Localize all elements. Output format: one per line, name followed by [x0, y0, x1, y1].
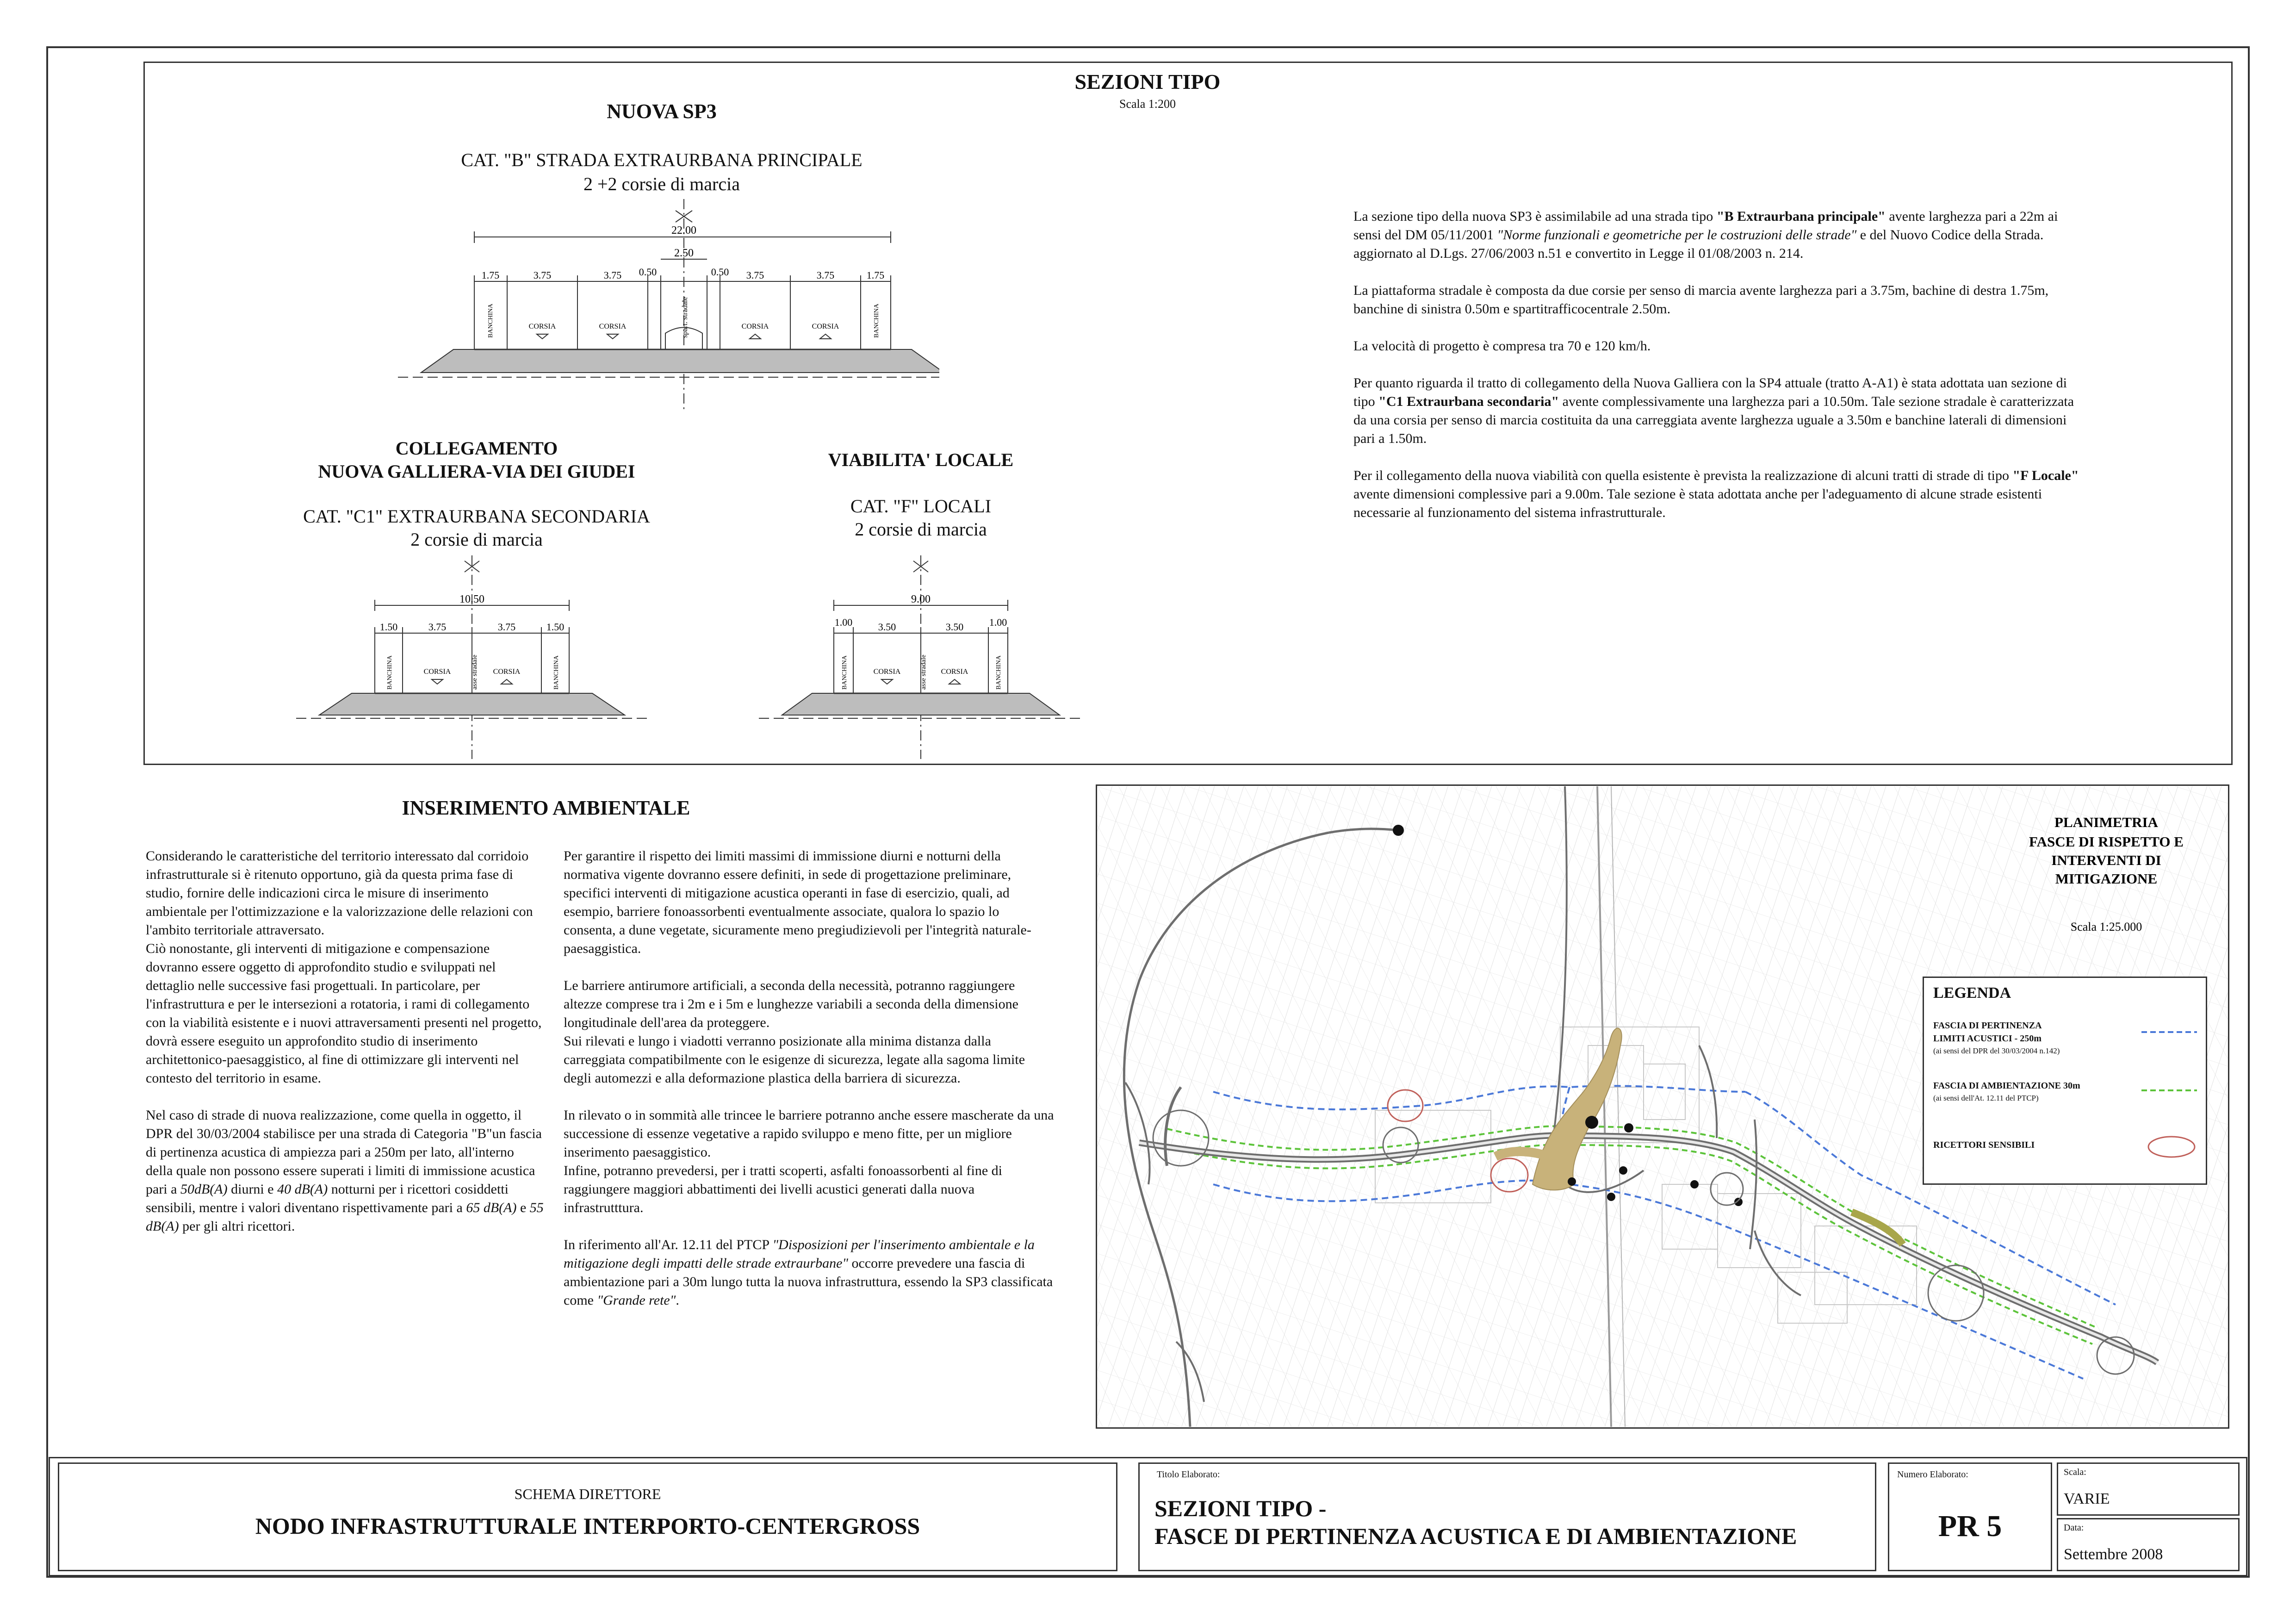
- c1-label-lane-1: CORSIA: [423, 668, 451, 676]
- environment-column-1: [146, 847, 544, 1254]
- map-title-line2: FASCE DI RISPETTO E: [2029, 834, 2184, 850]
- legend-acoustic-swatch: [2141, 1029, 2197, 1035]
- map-scale: Scala 1:25.000: [2070, 920, 2142, 933]
- sp3-dim-2: 3.75: [533, 269, 552, 281]
- date-label: Data:: [2064, 1523, 2084, 1533]
- f-label-shoulder-right: BANCHINA: [995, 655, 1002, 690]
- map-title-line4: MITIGAZIONE: [2055, 871, 2158, 887]
- legend-ambient-note: (ai sensi dell'At. 12.11 del PTCP): [1933, 1094, 2039, 1102]
- sp3-label-lane-1: CORSIA: [528, 323, 556, 330]
- map-title-line3: INTERVENTI DI: [2051, 852, 2161, 868]
- map-legend: [1923, 977, 2207, 1185]
- project-subtitle: SCHEMA DIRETTORE: [514, 1486, 661, 1502]
- drawing-title-label: Titolo Elaborato:: [1157, 1469, 1220, 1480]
- f-dim-4: 1.00: [989, 616, 1007, 628]
- legend-ambient-swatch: [2141, 1087, 2197, 1094]
- f-dim-1: 1.00: [834, 616, 853, 628]
- sp3-dim-7: 3.75: [816, 269, 835, 281]
- environment-paragraph: In riferimento all'Ar. 12.11 del PTCP "Disposizioni per l'inserimento ambientale e la mitigazione degli impatti delle strade extraurbane" occorre prevedere una fascia di ambientazione pari a 30m lungo tutta la nuova infrastruttura, essendo la SP3 classificata come "Grande rete".: [564, 1237, 1053, 1308]
- map-title-line1: PLANIMETRIA: [2054, 814, 2158, 830]
- legend-title: LEGENDA: [1933, 984, 2011, 1002]
- f-total-width: 9.00: [911, 593, 931, 605]
- sp3-total-width: 22.00: [671, 224, 696, 236]
- description-paragraph: La sezione tipo della nuova SP3 è assimilabile ad una strada tipo "B Extraurbana principale" avente larghezza pari a 22m ai sensi del DM 05/11/2001 "Norme funzionali e geometriche per le costruzioni delle strade" e del Nuovo Codice della Strada. aggiornato al D.Lgs. 27/06/2003 n.51 e convertito in Legge il 01/08/2003 n. 214.: [1353, 209, 2058, 261]
- environment-column-2: [564, 847, 1054, 1328]
- sp3-dim-4: 0.50: [639, 266, 657, 278]
- environment-paragraph: Considerando le caratteristiche del territorio interessato dal corridoio infrastrutturale si è ritenuto opportuno, già da questa prima fase di studio, fornire delle indicazioni circa le misure di inserimento ambientale per l'ottimizzazione e la valorizzazione delle relazioni con l'ambito territoriale attraversato. Ciò nonostante, gli interventi di mitigazione e compensazione dovranno essere oggetto di approfondito studio e sviluppati nel dettaglio nelle successive fasi progettuali. In particolare, per l'infrastruttura e per le intersezioni a rotatoria, i rami di collegamento con la viabilità esistente e i nuovi attraversamenti presenti nel progetto, dovrà essere eseguito un approfondito studio di inserimento architettonico-paesaggistico, al fine di ottimizzare gli interventi nel contesto del territorio in esame.: [146, 848, 542, 1086]
- drawing-number: PR 5: [1938, 1509, 2002, 1543]
- sp3-label-lane-4: CORSIA: [812, 323, 839, 330]
- legend-acoustic-label-line2: LIMITI ACUSTICI - 250m: [1933, 1033, 2042, 1044]
- scale-label: Scala:: [2064, 1467, 2086, 1477]
- c1-heading-line2: NUOVA GALLIERA-VIA DEI GIUDEI: [318, 461, 635, 482]
- f-category: CAT. "F" LOCALI: [850, 496, 992, 516]
- description-paragraph: La piattaforma stradale è composta da due corsie per senso di marcia avente larghezza pari a 3.75m, bachine di destra 1.75m, banchine di sinistra 0.50m e spartitrafficocentrale 2.50m.: [1353, 283, 2049, 317]
- sp3-dim-3: 3.75: [603, 269, 622, 281]
- f-label-shoulder-left: BANCHINA: [841, 655, 848, 690]
- sections-description: [1353, 207, 2085, 541]
- legend-acoustic-note: (ai sensi del DPR del 30/03/2004 n.142): [1933, 1046, 2060, 1055]
- legend-receptor-label: RICETTORI SENSIBILI: [1933, 1140, 2035, 1150]
- environment-paragraph: Nel caso di strade di nuova realizzazione, come quella in oggetto, il DPR del 30/03/2004 stabilisce per una strada di Categoria "B"un fascia di pertinenza acustica di ampiezza pari a 250m per lato, all'interno della quale non possono essere superati i limiti di immissione acustica pari a 50dB(A) diurni e 40 dB(A) notturni per i ricettori cosiddetti sensibili, mentre i valori diventano rispettivamente pari a 65 dB(A) e 55 dB(A) per gli altri ricettori.: [146, 1108, 544, 1234]
- legend-acoustic-label-line1: FASCIA DI PERTINENZA: [1933, 1020, 2042, 1031]
- c1-dim-1: 1.50: [379, 621, 398, 633]
- sp3-label-lane-3: CORSIA: [741, 323, 769, 330]
- c1-label-axis: asse stradale: [471, 654, 478, 690]
- sp3-label-shoulder-left: BANCHINA: [487, 304, 494, 338]
- c1-category: CAT. "C1" EXTRAURBANA SECONDARIA: [303, 506, 650, 527]
- c1-dim-3: 3.75: [497, 621, 516, 633]
- c1-total-width: 10.50: [459, 593, 484, 605]
- description-paragraph: La velocità di progetto è compresa tra 70 e 120 km/h.: [1353, 338, 1651, 354]
- c1-label-lane-2: CORSIA: [493, 668, 521, 676]
- c1-label-shoulder-left: BANCHINA: [386, 655, 393, 690]
- f-cross-section: [736, 555, 1106, 759]
- f-lanes: 2 corsie di marcia: [855, 519, 987, 540]
- sp3-label-lane-2: CORSIA: [599, 323, 627, 330]
- legend-ambient-label: FASCIA DI AMBIENTAZIONE 30m: [1933, 1081, 2080, 1091]
- sp3-dim-5: 0.50: [711, 266, 729, 278]
- drawing-number-label: Numero Elaborato:: [1897, 1469, 1968, 1480]
- sp3-heading: NUOVA SP3: [607, 100, 717, 123]
- f-heading: VIABILITA' LOCALE: [828, 449, 1014, 470]
- description-paragraph: Per il collegamento della nuova viabilità con quella esistente è prevista la realizzazione di alcuni tratti di strade di tipo "F Locale" avente dimensioni complessive pari a 9.00m. Tale sezione è stata adottata anche per l'adeguamento di alcune strade esistenti necessarie al funzionamento del sistema infrastrutturale.: [1353, 468, 2079, 520]
- date-value: Settembre 2008: [2064, 1546, 2163, 1563]
- legend-receptor-swatch: [2146, 1133, 2197, 1161]
- f-label-axis: asse stradale: [920, 654, 927, 690]
- c1-cross-section: [287, 555, 657, 759]
- sections-scale: Scala 1:200: [1119, 97, 1176, 111]
- c1-dim-4: 1.50: [546, 621, 565, 633]
- sp3-dim-1: 1.75: [481, 269, 500, 281]
- sp3-label-median: spart. stradale: [681, 297, 689, 338]
- sections-title: SEZIONI TIPO: [1074, 70, 1221, 93]
- drawing-title-line2: FASCE DI PERTINENZA ACUSTICA E DI AMBIENTAZIONE: [1154, 1523, 1797, 1549]
- c1-lanes: 2 corsie di marcia: [410, 529, 543, 550]
- f-label-lane-2: CORSIA: [941, 668, 968, 676]
- f-label-lane-1: CORSIA: [873, 668, 901, 676]
- environment-paragraph: Per garantire il rispetto dei limiti massimi di immissione diurni e notturni della normativa vigente dovranno essere definiti, in sede di progettazione preliminare, specifici interventi di mitigazione acustica operanti in fase di esercizio, quali, ad esempio, barriere fonoassorbenti eventualmente associate, qualora lo spazio lo consenta, a dune vegetate, sicuramente meno pregiudizievoli per l'integrità naturale-paesaggistica.: [564, 848, 1031, 956]
- environment-paragraph: In rilevato o in sommità alle trincee le barriere potranno anche essere mascherate da una successione di essenze vegetative a rapido sviluppo e meno fitte, per un migliore inserimento paesaggistico. Infine, potranno prevedersi, per i tratti scoperti, asfalti fonoassorbenti al fine di raggiungere maggiori abbattimenti dei livelli acustici generati dalla nuova infrastrutttura.: [564, 1108, 1054, 1215]
- sp3-median-width: 2.50: [674, 247, 694, 259]
- environment-title: INSERIMENTO AMBIENTALE: [402, 796, 690, 819]
- sp3-lanes: 2 +2 corsie di marcia: [583, 174, 740, 194]
- sp3-dim-6: 3.75: [746, 269, 764, 281]
- f-dim-2: 3.50: [878, 621, 896, 633]
- c1-heading-line1: COLLEGAMENTO: [395, 438, 558, 459]
- c1-dim-2: 3.75: [428, 621, 447, 633]
- environment-paragraph: Le barriere antirumore artificiali, a seconda della necessità, potranno raggiungere altezze comprese tra i 2m e i 5m e lunghezze variabili a seconda della dimensione longitudinale dell'area da proteggere. Sui rilevati e lungo i viadotti verranno posizionate alla minima distanza dalla carreggiata compatibilmente con le esigenze di sicurezza, legate alla sagoma limite degli automezzi e alla deformazione plastica della barriera di sicurezza.: [564, 978, 1025, 1086]
- sp3-cross-section: [384, 199, 939, 412]
- c1-label-shoulder-right: BANCHINA: [553, 655, 560, 690]
- scale-value: VARIE: [2064, 1490, 2110, 1507]
- sp3-category: CAT. "B" STRADA EXTRAURBANA PRINCIPALE: [461, 149, 863, 170]
- drawing-title-line1: SEZIONI TIPO -: [1154, 1495, 1327, 1521]
- project-title: NODO INFRASTRUTTURALE INTERPORTO-CENTERGROSS: [255, 1513, 920, 1539]
- sp3-label-shoulder-right: BANCHINA: [873, 304, 880, 338]
- description-paragraph: Per quanto riguarda il tratto di collegamento della Nuova Galliera con la SP4 attuale (tratto A-A1) è stata adottata uan sezione di tipo "C1 Extraurbana secondaria" avente complessivamente una larghezza pari a 10.50m. Tale sezione stradale è caratterizzata da una corsia per senso di marcia costituita da una carreggiata avente larghezza uguale a 3.50m e banchine laterali di dimensioni pari a 1.50m.: [1353, 375, 2074, 446]
- f-dim-3: 3.50: [945, 621, 964, 633]
- sp3-dim-8: 1.75: [866, 269, 885, 281]
